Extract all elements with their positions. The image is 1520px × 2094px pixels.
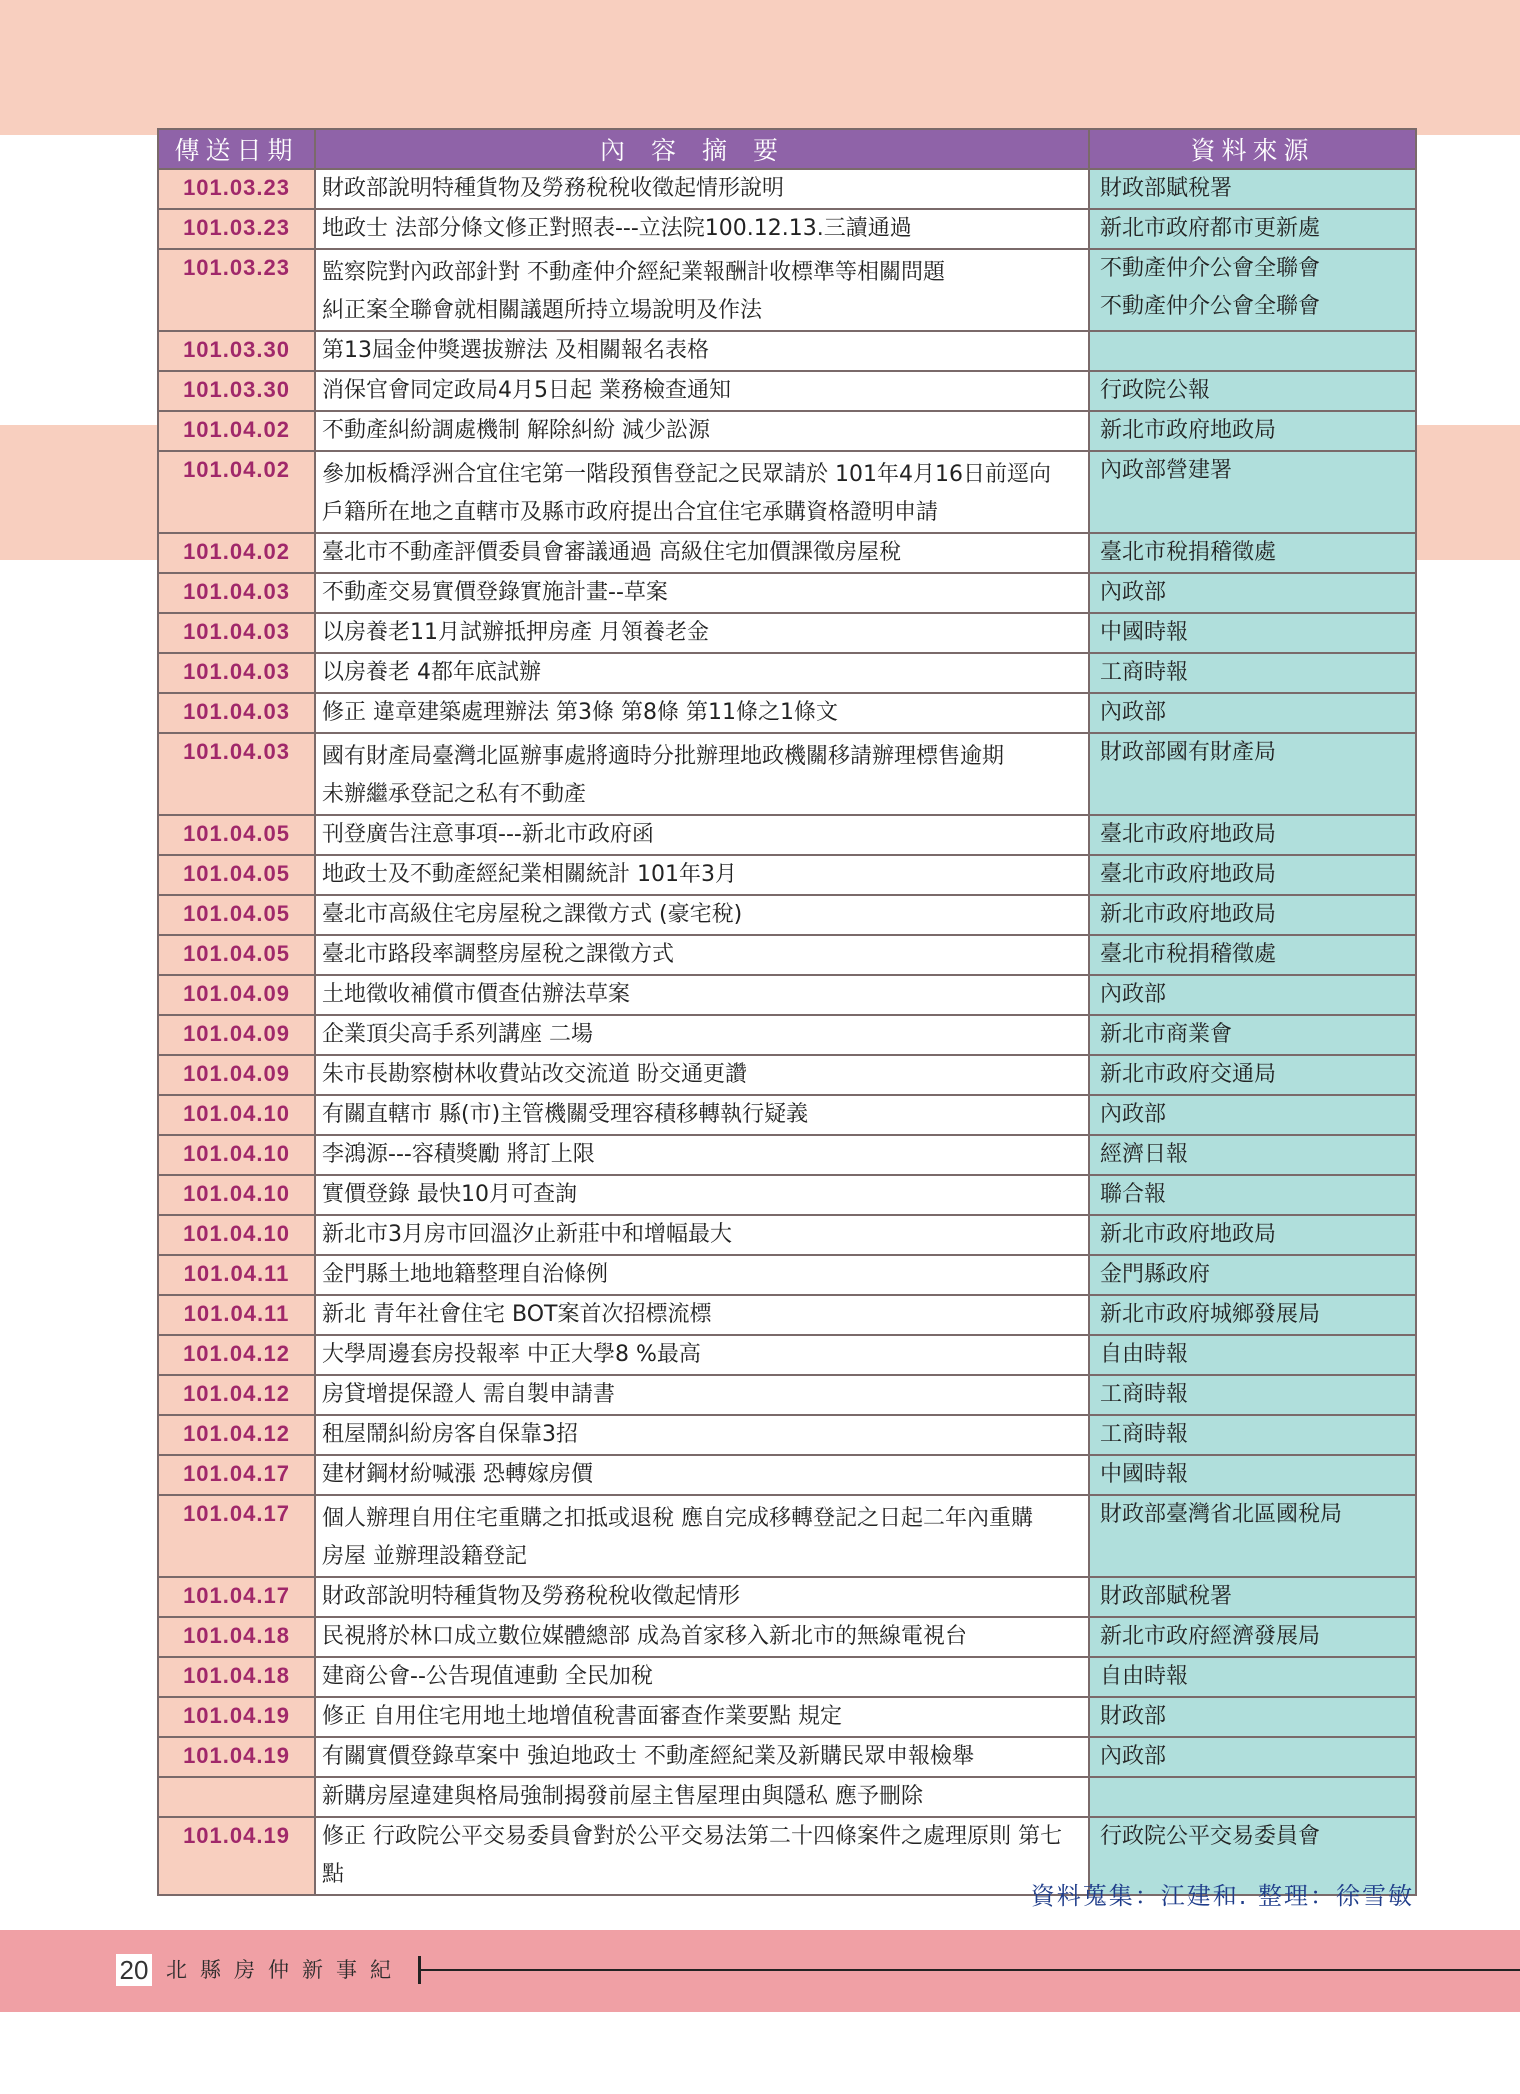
row-source-cell: 新北市政府經濟發展局: [1089, 1617, 1416, 1657]
row-content-cell: 修正 行政院公平交易委員會對於公平交易法第二十四條案件之處理原則 第七點: [315, 1817, 1089, 1895]
table-row: [158, 1215, 1416, 1255]
row-source-cell: 財政部: [1089, 1697, 1416, 1737]
row-source-cell: 工商時報: [1089, 1415, 1416, 1455]
row-content-cell: 企業頂尖高手系列講座 二場: [315, 1015, 1089, 1055]
row-content-cell: 以房養老11月試辦抵押房產 月領養老金: [315, 613, 1089, 653]
table-row: [158, 1697, 1416, 1737]
row-content-cell: 臺北市路段率調整房屋稅之課徵方式: [315, 935, 1089, 975]
row-content-cell: 消保官會同定政局4月5日起 業務檢查通知: [315, 371, 1089, 411]
table-row: [158, 1375, 1416, 1415]
table-row: [158, 855, 1416, 895]
row-date-cell: 101.04.02: [158, 411, 315, 451]
table-row: [158, 1335, 1416, 1375]
table-row: [158, 613, 1416, 653]
header-date: 傳送日期: [158, 129, 315, 169]
row-content-cell: 財政部說明特種貨物及勞務稅稅收徵起情形: [315, 1577, 1089, 1617]
table-row: [158, 573, 1416, 613]
header-content: 內容摘要: [315, 129, 1089, 169]
table-row: [158, 975, 1416, 1015]
row-date-cell: [158, 1777, 315, 1817]
row-source-cell: 中國時報: [1089, 1455, 1416, 1495]
row-date-cell: 101.04.03: [158, 653, 315, 693]
row-source-cell: [1089, 1777, 1416, 1817]
news-table: [157, 128, 1417, 1896]
row-date-cell: 101.03.23: [158, 249, 315, 331]
row-source-cell: 內政部: [1089, 975, 1416, 1015]
row-date-cell: 101.04.05: [158, 855, 315, 895]
table-row: [158, 653, 1416, 693]
row-source-cell: 內政部: [1089, 1737, 1416, 1777]
row-content-cell: 臺北市不動產評價委員會審議通過 高級住宅加價課徵房屋稅: [315, 533, 1089, 573]
row-source-cell: 新北市政府地政局: [1089, 895, 1416, 935]
row-content-cell: 參加板橋浮洲合宜住宅第一階段預售登記之民眾請於 101年4月16日前逕向 戶籍所在地之直轄市及縣市政府提出合宜住宅承購資格證明申請: [315, 451, 1089, 533]
row-source-cell: 財政部賦稅署: [1089, 169, 1416, 209]
table-row: [158, 1015, 1416, 1055]
row-source-cell: 自由時報: [1089, 1335, 1416, 1375]
row-content-cell: 刊登廣告注意事項---新北市政府函: [315, 815, 1089, 855]
table-row: [158, 1657, 1416, 1697]
row-date-cell: 101.03.30: [158, 331, 315, 371]
row-content-cell: 有關直轄市 縣(市)主管機關受理容積移轉執行疑義: [315, 1095, 1089, 1135]
table-row: [158, 1255, 1416, 1295]
row-content-cell: 有關實價登錄草案中 強迫地政士 不動產經紀業及新購民眾申報檢舉: [315, 1737, 1089, 1777]
row-content-cell: 修正 自用住宅用地土地增值稅書面審查作業要點 規定: [315, 1697, 1089, 1737]
table-row: [158, 733, 1416, 815]
row-date-cell: 101.03.23: [158, 209, 315, 249]
row-date-cell: 101.04.17: [158, 1495, 315, 1577]
row-content-cell: 國有財產局臺灣北區辦事處將適時分批辦理地政機關移請辦理標售逾期 未辦繼承登記之私有不動產: [315, 733, 1089, 815]
row-content-cell: 租屋鬧糾紛房客自保靠3招: [315, 1415, 1089, 1455]
row-date-cell: 101.04.19: [158, 1697, 315, 1737]
row-content-cell: 金門縣土地地籍整理自治條例: [315, 1255, 1089, 1295]
table-row: [158, 1495, 1416, 1577]
row-source-cell: 內政部: [1089, 693, 1416, 733]
table-row: [158, 1135, 1416, 1175]
row-content-cell: 房貸增提保證人 需自製申請書: [315, 1375, 1089, 1415]
row-source-cell: 內政部: [1089, 1095, 1416, 1135]
table-row: [158, 1415, 1416, 1455]
row-source-cell: [1089, 331, 1416, 371]
table-header-row: [158, 129, 1416, 169]
row-content-cell: 新購房屋違建與格局強制揭發前屋主售屋理由與隱私 應予刪除: [315, 1777, 1089, 1817]
table-row: [158, 895, 1416, 935]
row-date-cell: 101.03.23: [158, 169, 315, 209]
row-date-cell: 101.04.05: [158, 815, 315, 855]
row-source-cell: 行政院公報: [1089, 371, 1416, 411]
row-date-cell: 101.04.17: [158, 1455, 315, 1495]
row-date-cell: 101.04.09: [158, 975, 315, 1015]
row-date-cell: 101.04.18: [158, 1617, 315, 1657]
row-date-cell: 101.04.09: [158, 1055, 315, 1095]
row-source-cell: 臺北市稅捐稽徵處: [1089, 533, 1416, 573]
row-content-cell: 李鴻源---容積獎勵 將訂上限: [315, 1135, 1089, 1175]
row-content-cell: 建商公會--公告現值連動 全民加稅: [315, 1657, 1089, 1697]
row-source-cell: 財政部臺灣省北區國稅局: [1089, 1495, 1416, 1577]
row-source-cell: 工商時報: [1089, 1375, 1416, 1415]
table-row: [158, 411, 1416, 451]
row-source-cell: 新北市政府都市更新處: [1089, 209, 1416, 249]
table-row: [158, 371, 1416, 411]
row-content-cell: 朱市長勘察樹林收費站改交流道 盼交通更讚: [315, 1055, 1089, 1095]
row-content-cell: 財政部說明特種貨物及勞務稅稅收徵起情形說明: [315, 169, 1089, 209]
row-date-cell: 101.04.10: [158, 1215, 315, 1255]
table-row: [158, 209, 1416, 249]
row-content-cell: 實價登錄 最快10月可查詢: [315, 1175, 1089, 1215]
row-date-cell: 101.04.19: [158, 1817, 315, 1895]
table-row: [158, 1777, 1416, 1817]
table-row: [158, 1617, 1416, 1657]
row-content-cell: 新北 青年社會住宅 BOT案首次招標流標: [315, 1295, 1089, 1335]
row-source-cell: 新北市商業會: [1089, 1015, 1416, 1055]
row-date-cell: 101.04.03: [158, 693, 315, 733]
table-row: [158, 1455, 1416, 1495]
row-source-cell: 工商時報: [1089, 653, 1416, 693]
top-color-band: [0, 0, 1520, 135]
table-row: [158, 693, 1416, 733]
row-content-cell: 新北市3月房市回溫汐止新莊中和增幅最大: [315, 1215, 1089, 1255]
table-row: [158, 249, 1416, 331]
row-content-cell: 不動產交易實價登錄實施計畫--草案: [315, 573, 1089, 613]
row-date-cell: 101.04.11: [158, 1295, 315, 1335]
row-date-cell: 101.04.11: [158, 1255, 315, 1295]
row-content-cell: 個人辦理自用住宅重購之扣抵或退稅 應自完成移轉登記之日起二年內重購 房屋 並辦理設籍登記: [315, 1495, 1089, 1577]
table-row: [158, 1295, 1416, 1335]
row-date-cell: 101.04.09: [158, 1015, 315, 1055]
row-source-cell: 財政部賦稅署: [1089, 1577, 1416, 1617]
row-content-cell: 地政士及不動產經紀業相關統計 101年3月: [315, 855, 1089, 895]
header-source: 資料來源: [1089, 129, 1416, 169]
row-source-cell: 臺北市政府地政局: [1089, 855, 1416, 895]
row-content-cell: 以房養老 4都年底試辦: [315, 653, 1089, 693]
row-content-cell: 監察院對內政部針對 不動產仲介經紀業報酬計收標準等相關問題 糾正案全聯會就相關議題所持立場說明及作法: [315, 249, 1089, 331]
row-source-cell: 金門縣政府: [1089, 1255, 1416, 1295]
row-date-cell: 101.04.02: [158, 451, 315, 533]
row-source-cell: 不動產仲介公會全聯會 不動產仲介公會全聯會: [1089, 249, 1416, 331]
footer-rule: [418, 1969, 1520, 1971]
row-content-cell: 土地徵收補償市價查估辦法草案: [315, 975, 1089, 1015]
row-date-cell: 101.04.12: [158, 1415, 315, 1455]
row-source-cell: 自由時報: [1089, 1657, 1416, 1697]
table-row: [158, 1095, 1416, 1135]
row-date-cell: 101.04.12: [158, 1335, 315, 1375]
row-content-cell: 修正 違章建築處理辦法 第3條 第8條 第11條之1條文: [315, 693, 1089, 733]
table-row: [158, 451, 1416, 533]
table-row: [158, 533, 1416, 573]
table-row: [158, 1175, 1416, 1215]
credit-line: 資料蒐集：江建和. 整理：徐雪敏: [1030, 1882, 1414, 1910]
table-row: [158, 1055, 1416, 1095]
table-row: [158, 1577, 1416, 1617]
row-source-cell: 行政院公平交易委員會: [1089, 1817, 1416, 1895]
row-content-cell: 第13屆金仲獎選拔辦法 及相關報名表格: [315, 331, 1089, 371]
row-content-cell: 民視將於林口成立數位媒體總部 成為首家移入新北市的無線電視台: [315, 1617, 1089, 1657]
page-number: 20: [116, 1954, 152, 1986]
row-source-cell: 中國時報: [1089, 613, 1416, 653]
row-date-cell: 101.03.30: [158, 371, 315, 411]
row-source-cell: 臺北市政府地政局: [1089, 815, 1416, 855]
table-row: [158, 815, 1416, 855]
row-content-cell: 不動產糾紛調處機制 解除糾紛 減少訟源: [315, 411, 1089, 451]
row-source-cell: 內政部: [1089, 573, 1416, 613]
row-date-cell: 101.04.02: [158, 533, 315, 573]
row-date-cell: 101.04.05: [158, 895, 315, 935]
row-date-cell: 101.04.18: [158, 1657, 315, 1697]
row-source-cell: 新北市政府交通局: [1089, 1055, 1416, 1095]
row-source-cell: 新北市政府地政局: [1089, 1215, 1416, 1255]
row-date-cell: 101.04.19: [158, 1737, 315, 1777]
row-source-cell: 新北市政府城鄉發展局: [1089, 1295, 1416, 1335]
row-date-cell: 101.04.03: [158, 613, 315, 653]
row-date-cell: 101.04.17: [158, 1577, 315, 1617]
table-row: [158, 331, 1416, 371]
row-source-cell: 財政部國有財產局: [1089, 733, 1416, 815]
table-row: [158, 169, 1416, 209]
row-date-cell: 101.04.03: [158, 733, 315, 815]
row-source-cell: 聯合報: [1089, 1175, 1416, 1215]
row-date-cell: 101.04.03: [158, 573, 315, 613]
row-source-cell: 內政部營建署: [1089, 451, 1416, 533]
row-content-cell: 地政士 法部分條文修正對照表---立法院100.12.13.三讀通過: [315, 209, 1089, 249]
row-date-cell: 101.04.10: [158, 1095, 315, 1135]
row-content-cell: 臺北市高級住宅房屋稅之課徵方式 (豪宅稅): [315, 895, 1089, 935]
table-row: [158, 935, 1416, 975]
row-date-cell: 101.04.05: [158, 935, 315, 975]
magazine-title: 北縣房仲新事紀: [166, 1958, 404, 1982]
row-date-cell: 101.04.10: [158, 1135, 315, 1175]
row-date-cell: 101.04.10: [158, 1175, 315, 1215]
row-source-cell: 臺北市稅捐稽徵處: [1089, 935, 1416, 975]
row-content-cell: 大學周邊套房投報率 中正大學8 %最高: [315, 1335, 1089, 1375]
row-source-cell: 經濟日報: [1089, 1135, 1416, 1175]
row-date-cell: 101.04.12: [158, 1375, 315, 1415]
row-source-cell: 新北市政府地政局: [1089, 411, 1416, 451]
table-row: [158, 1737, 1416, 1777]
row-content-cell: 建材鋼材紛喊漲 恐轉嫁房價: [315, 1455, 1089, 1495]
